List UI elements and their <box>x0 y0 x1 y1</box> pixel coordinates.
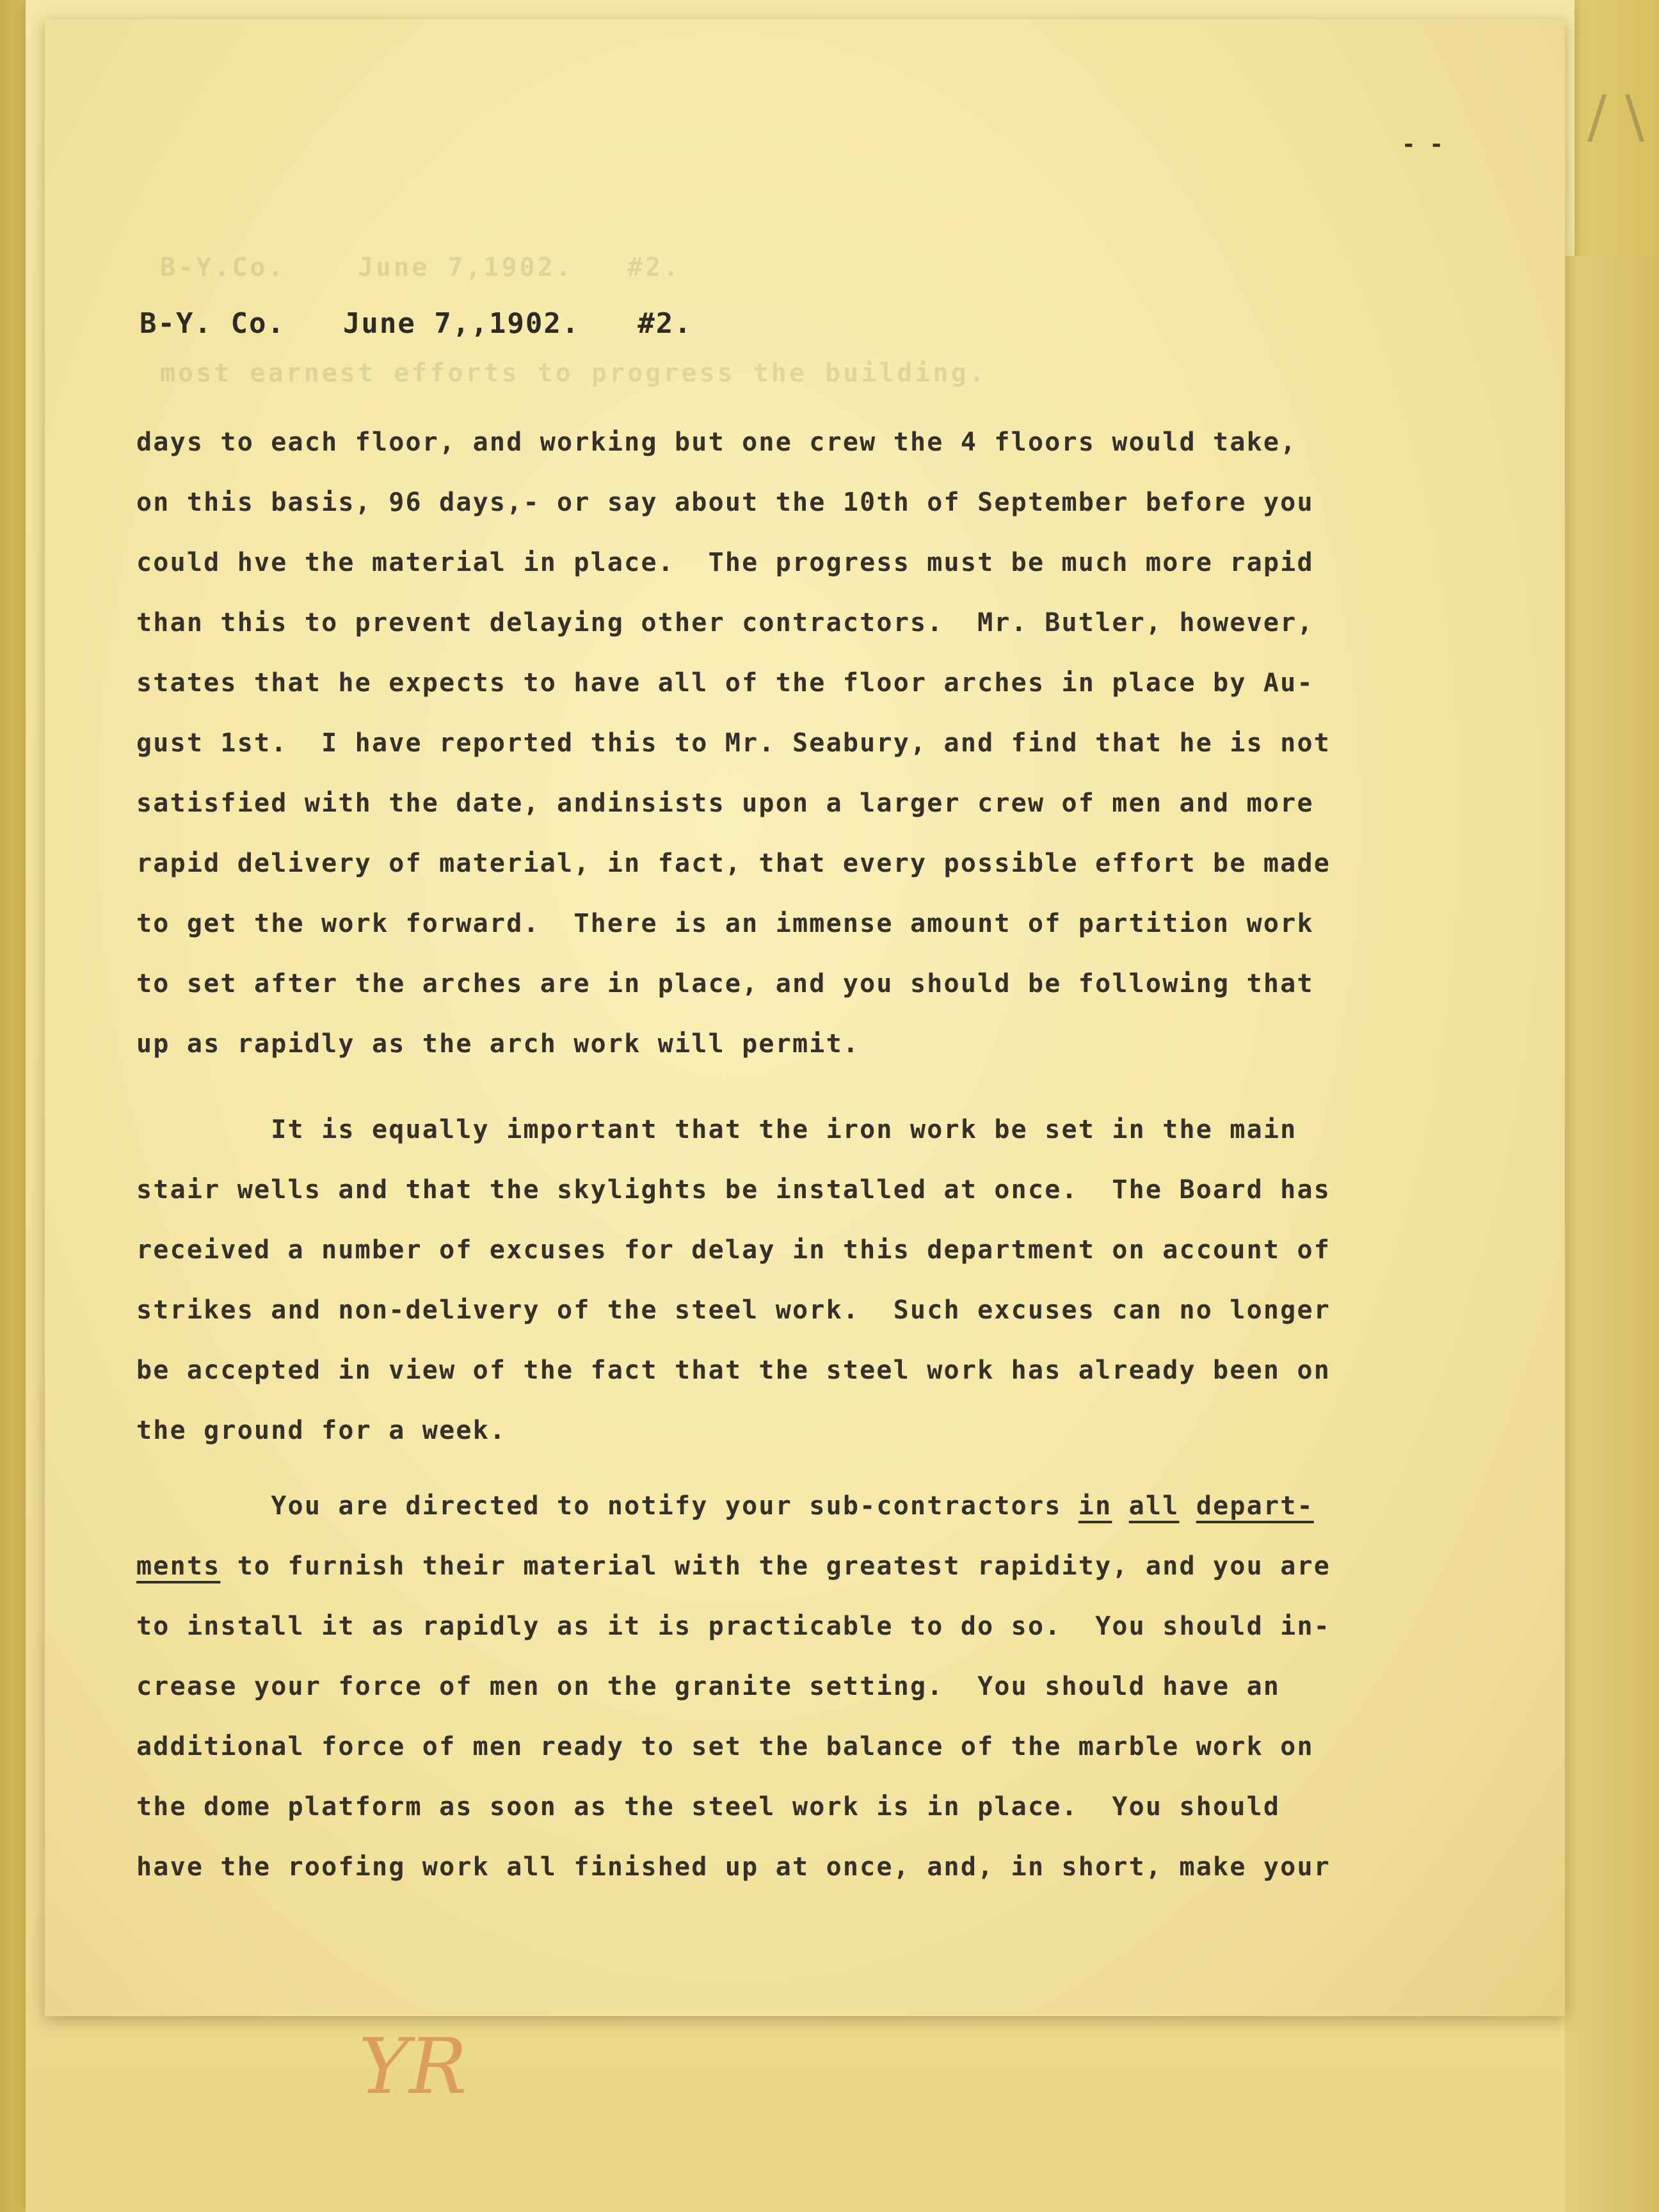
header-date: June 7,,1902. <box>342 307 581 340</box>
underlined-word: depart- <box>1196 1491 1314 1521</box>
header-page-number: #2. <box>637 307 693 340</box>
text-line <box>136 1491 1314 1521</box>
folder-edge <box>1565 256 1659 2212</box>
underlined-word: in <box>1078 1491 1112 1521</box>
text-line: the ground for a week. <box>136 1416 507 1445</box>
text-line: to set after the arches are in place, and you should be following that <box>136 969 1314 998</box>
text-line: days to each floor, and working but one crew the 4 floors would take, <box>136 428 1297 457</box>
text-segment <box>1112 1491 1128 1521</box>
text-line: have the roofing work all finished up at once, and, in short, make your <box>136 1852 1331 1882</box>
text-line: additional force of men ready to set the balance of the marble work on <box>136 1732 1314 1761</box>
bleed-through-line-2: most earnest efforts to progress the building. <box>160 358 987 388</box>
text-segment: You are directed to notify your sub-contractors <box>136 1491 1078 1521</box>
text-line: strikes and non-delivery of the steel work. Such excuses can no longer <box>136 1295 1331 1325</box>
corner-mark: - - <box>1402 131 1444 157</box>
text-line: rapid delivery of material, in fact, that every possible effort be made <box>136 849 1331 878</box>
bleed-through-line-1: B-Y.Co. June 7,1902. #2. <box>160 253 682 282</box>
text-segment <box>1180 1491 1196 1521</box>
text-line <box>136 1551 1331 1581</box>
text-line: It is equally important that the iron work be set in the main <box>136 1115 1297 1144</box>
text-line: to get the work forward. There is an immense amount of partition work <box>136 909 1314 938</box>
text-line: to install it as rapidly as it is practicable to do so. You should in- <box>136 1612 1331 1641</box>
underlined-word: all <box>1128 1491 1180 1521</box>
header-company: B-Y. Co. <box>140 307 285 340</box>
text-line: crease your force of men on the granite setting. You should have an <box>136 1672 1281 1701</box>
text-line: the dome platform as soon as the steel work is in place. You should <box>136 1792 1281 1822</box>
text-line: satisfied with the date, andinsists upon a larger crew of men and more <box>136 789 1314 818</box>
text-line: up as rapidly as the arch work will permit. <box>136 1029 860 1059</box>
underlined-word: ments <box>136 1551 221 1581</box>
text-line: stair wells and that the skylights be installed at once. The Board has <box>136 1175 1331 1205</box>
margin-mark: YR <box>358 2023 467 2112</box>
handwritten-mark: / \ <box>1587 83 1645 150</box>
text-line: states that he expects to have all of the floor arches in place by Au- <box>136 668 1314 698</box>
text-line: could hve the material in place. The progress must be much more rapid <box>136 548 1314 577</box>
text-line: than this to prevent delaying other contractors. Mr. Butler, however, <box>136 608 1314 637</box>
text-line: gust 1st. I have reported this to Mr. Seabury, and find that he is not <box>136 728 1331 758</box>
text-line: be accepted in view of the fact that the steel work has already been on <box>136 1356 1331 1385</box>
text-line: received a number of excuses for delay in this department on account of <box>136 1235 1331 1265</box>
letter-header <box>140 307 750 340</box>
text-line: on this basis, 96 days,- or say about the 10th of September before you <box>136 488 1314 517</box>
text-segment: to furnish their material with the greatest rapidity, and you are <box>220 1551 1331 1581</box>
